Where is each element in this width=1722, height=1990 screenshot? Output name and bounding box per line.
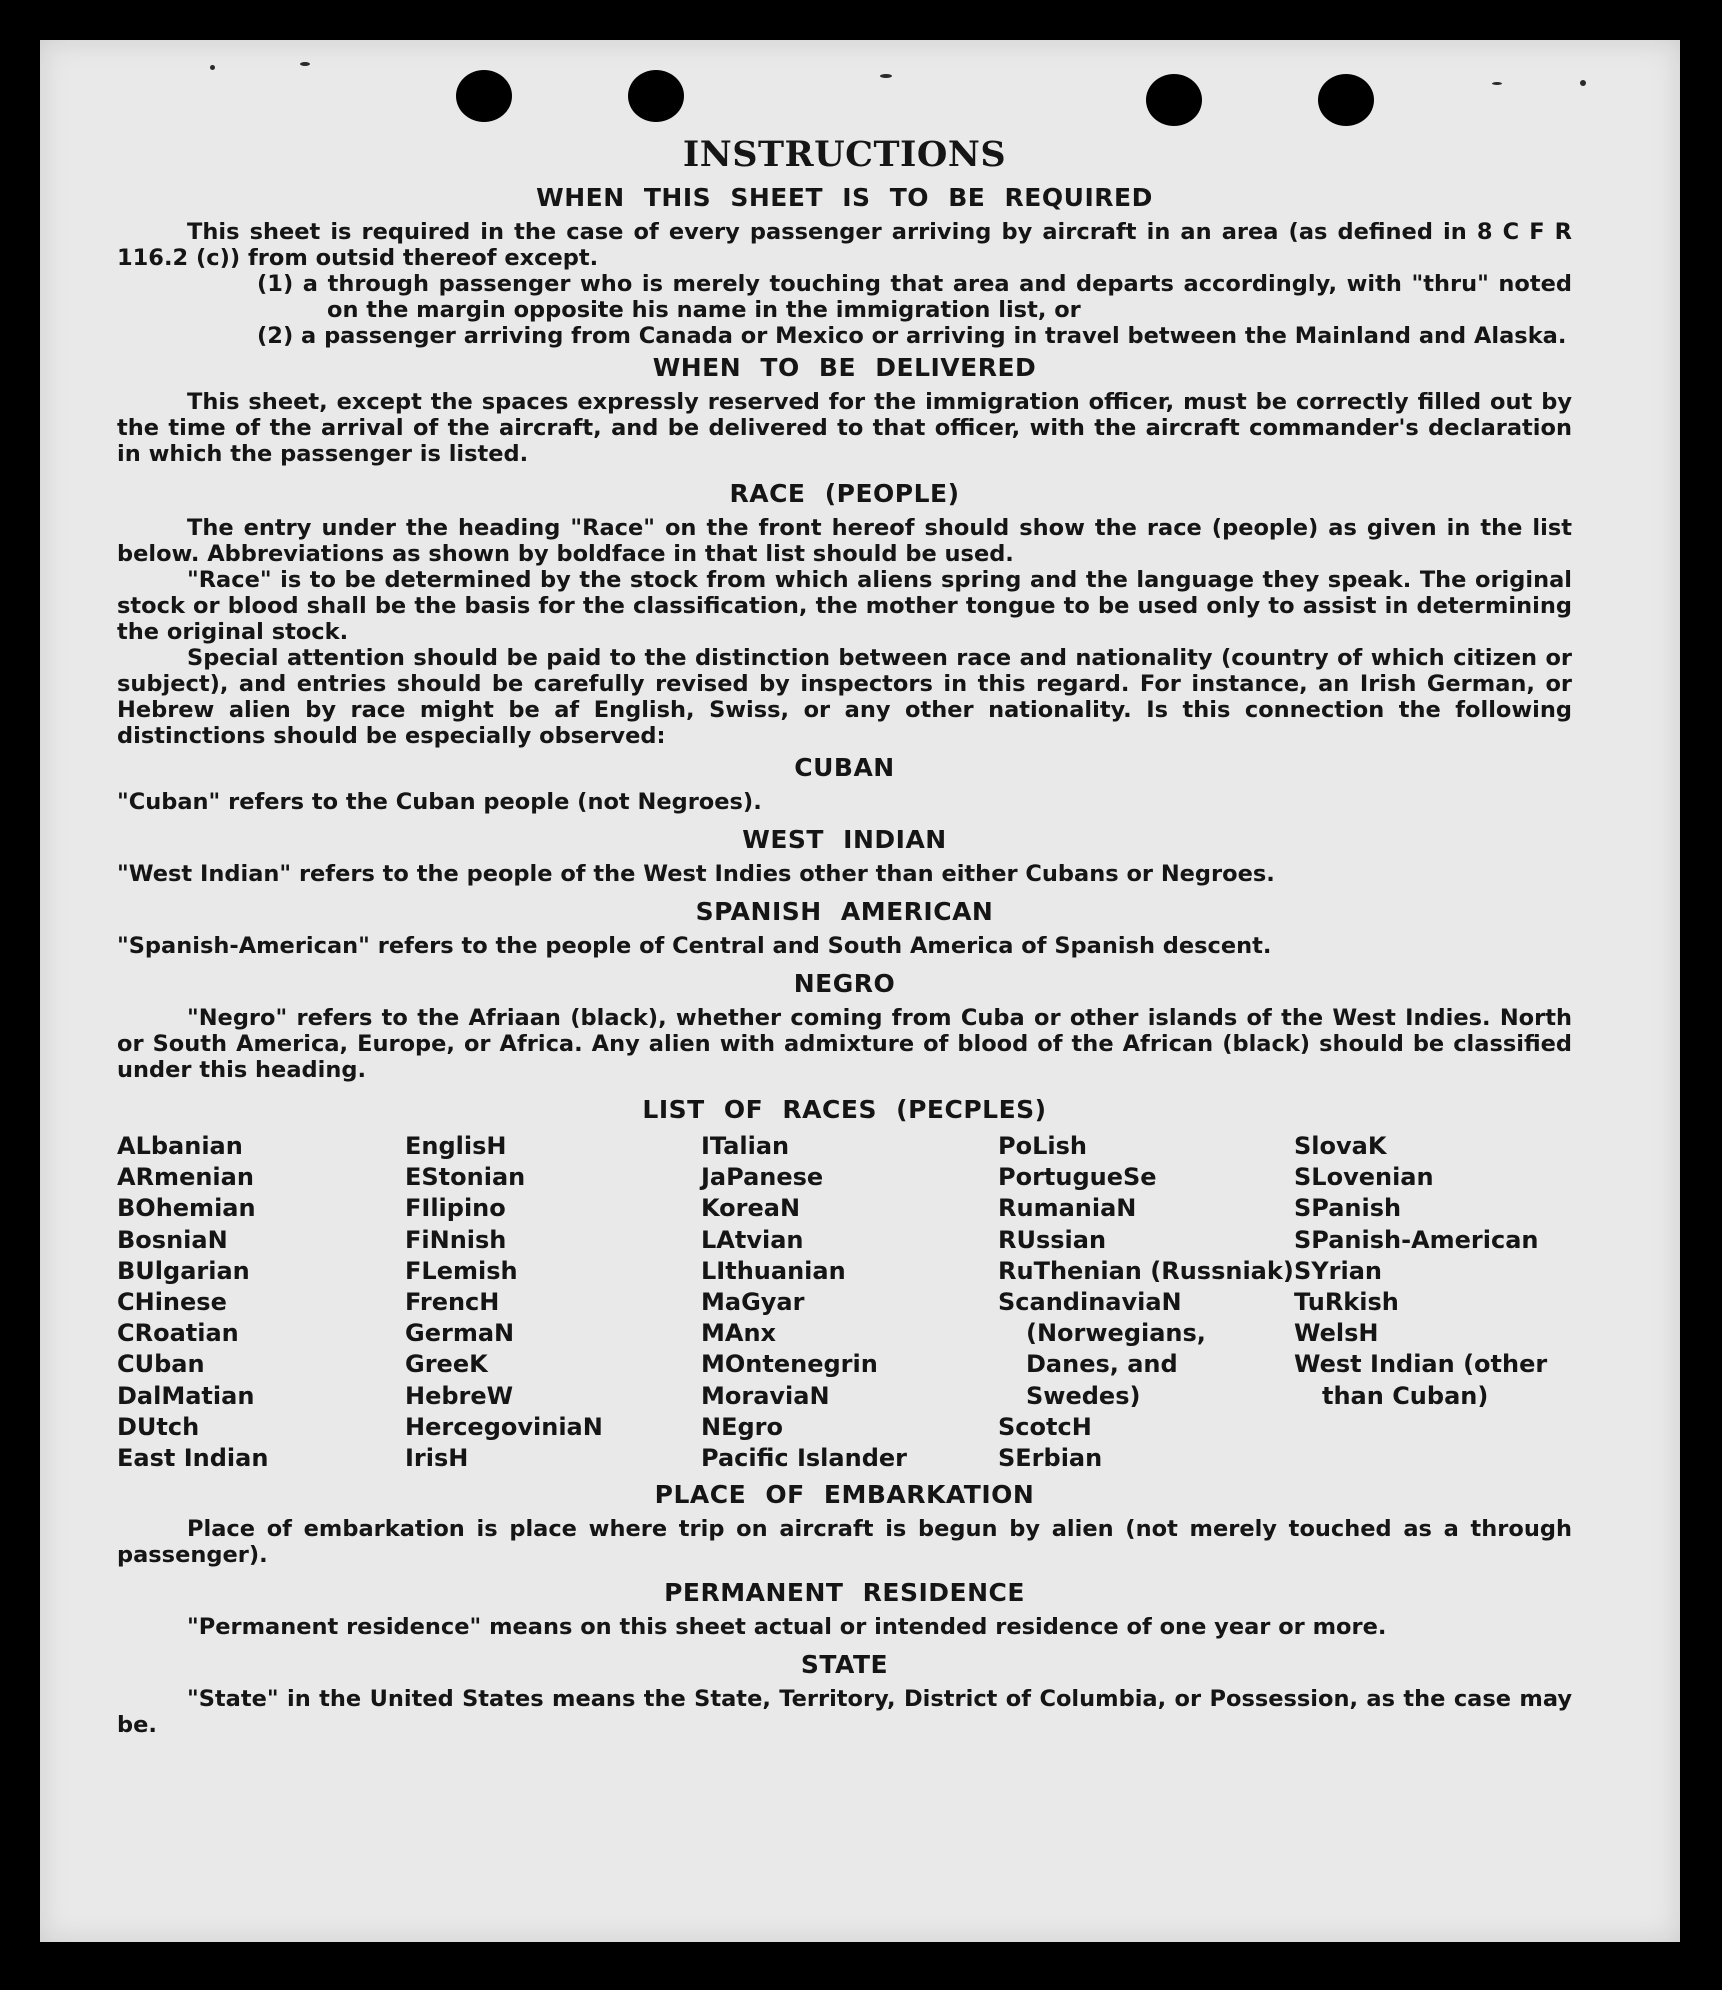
race-entry: FLemish	[405, 1256, 518, 1285]
section-heading-embarkation: PLACE OF EMBARKATION	[654, 1480, 1035, 1510]
race-entry: LIthuanian	[701, 1256, 846, 1285]
paper-speck	[210, 65, 215, 70]
residence-text: "Permanent residence" means on this sheet actual or intended residence of one year or more.	[187, 1614, 1387, 1641]
race-entry: West Indian (other than Cuban)	[1294, 1350, 1548, 1410]
punch-hole	[1146, 74, 1202, 126]
negro-text: "Negro" refers to the Afriaan (black), whether coming from Cuba or other islands of the West Indies. North or South America, Europe, or Africa. Any alien with admixture of blood of the African (black) should be classified under this heading.	[117, 1005, 1572, 1083]
race-entry: Pacific Islander	[701, 1444, 907, 1473]
races-table	[117, 1131, 1572, 1474]
section-heading-residence: PERMANENT RESIDENCE	[664, 1578, 1025, 1608]
race-entry: CRoatian	[117, 1319, 239, 1348]
race-entry: LAtvian	[701, 1225, 804, 1254]
race-entry: SYrian	[1294, 1256, 1383, 1285]
race-entry: BOhemian	[117, 1194, 256, 1223]
race-column	[998, 1131, 1294, 1474]
race-entry: MaGyar	[701, 1288, 805, 1317]
race-entry: BUlgarian	[117, 1256, 250, 1285]
section-heading-west-indian: WEST INDIAN	[742, 825, 947, 854]
race-entry: SErbian	[998, 1444, 1103, 1473]
race-entry: DUtch	[117, 1412, 200, 1441]
race-entry: HebreW	[405, 1381, 514, 1410]
paper-speck	[1580, 80, 1586, 86]
race-entry: SPanish	[1294, 1194, 1402, 1223]
race-entry: MoraviaN	[701, 1381, 830, 1410]
race-paragraph: "Race" is to be determined by the stock from which aliens spring and the language they speak. The original stock or blood shall be the basis for the classification, the mother tongue to be used only to assist in determining the original stock.	[117, 567, 1572, 645]
race-entry: BosniaN	[117, 1225, 228, 1254]
race-column	[1294, 1131, 1572, 1474]
race-entry: ARmenian	[117, 1163, 254, 1192]
race-entry: ALbanian	[117, 1132, 243, 1160]
race-column	[117, 1131, 405, 1474]
race-entry: ITalian	[701, 1132, 790, 1160]
race-entry: ScotcH	[998, 1412, 1092, 1441]
race-entry: FiNnish	[405, 1225, 507, 1254]
race-entry: FIlipino	[405, 1194, 506, 1223]
section-heading-when-required: WHEN THIS SHEET IS TO BE REQUIRED	[536, 183, 1153, 212]
section-heading-when-delivered: WHEN TO BE DELIVERED	[652, 353, 1037, 382]
race-entry: NEgro	[701, 1412, 783, 1441]
race-entry: MAnx	[701, 1319, 777, 1348]
race-entry: WelsH	[1294, 1319, 1379, 1348]
spanish-american-text: "Spanish-American" refers to the people of Central and South America of Spanish descent.	[117, 933, 1272, 959]
instructions-content	[117, 135, 1572, 1738]
race-entry: KoreaN	[701, 1194, 801, 1223]
race-entry: RumaniaN	[998, 1194, 1137, 1223]
race-entry: CUban	[117, 1350, 205, 1379]
race-entry: EStonian	[405, 1163, 526, 1192]
section-heading-cuban: CUBAN	[794, 753, 895, 782]
race-entry: CHinese	[117, 1288, 227, 1317]
when-delivered-text: This sheet, except the spaces expressly reserved for the immigration officer, must be correctly filled out by the time of the arrival of the aircraft, and be delivered to that officer, with the aircraft commander's declaration in which the passenger is listed.	[117, 389, 1572, 467]
state-text: "State" in the United States means the State, Territory, District of Columbia, or Possession, as the case may be.	[117, 1686, 1572, 1739]
paper-speck	[300, 62, 310, 66]
paper-speck	[1492, 82, 1502, 85]
exception-item-1: (1) a through passenger who is merely touching that area and departs accordingly, with "thru" noted on the margin opposite his name in the immigration list, or	[257, 271, 1572, 323]
race-entry: FrencH	[405, 1288, 500, 1317]
race-paragraph: The entry under the heading "Race" on the front hereof should show the race (people) as given in the list below. Abbreviations as shown by boldface in that list should be used.	[117, 515, 1572, 567]
race-entry: East Indian	[117, 1444, 269, 1473]
race-paragraph: Special attention should be paid to the distinction between race and nationality (country of which citizen or subject), and entries should be carefully revised by inspectors in this regard. For instance, an Irish German, or Hebrew alien by race might be af English, Swiss, or any other nationality. Is this connection the following distinctions should be especially observed:	[117, 645, 1572, 749]
paper-speck	[880, 74, 892, 78]
west-indian-text: "West Indian" refers to the people of the West Indies other than either Cubans or Negroes.	[117, 861, 1275, 887]
race-entry: SPanish-American	[1294, 1225, 1539, 1254]
race-entry: RUssian	[998, 1225, 1107, 1254]
race-entry: EnglisH	[405, 1132, 507, 1160]
punch-hole	[456, 70, 512, 122]
race-entry: GermaN	[405, 1319, 515, 1348]
race-entry: SLovenian	[1294, 1163, 1434, 1192]
race-entry: PortugueSe	[998, 1163, 1157, 1192]
race-entry: MOntenegrin	[701, 1350, 878, 1379]
race-entry: DalMatian	[117, 1381, 255, 1410]
section-heading-list-of-races: LIST OF RACES (PECPLES)	[642, 1095, 1047, 1124]
section-heading-spanish-american: SPANISH AMERICAN	[695, 897, 994, 926]
cuban-text: "Cuban" refers to the Cuban people (not Negroes).	[117, 789, 762, 815]
exception-item-2: (2) a passenger arriving from Canada or Mexico or arriving in travel between the Mainland and Alaska.	[257, 323, 1567, 349]
punch-hole	[1318, 74, 1374, 126]
race-entry: HercegoviniaN	[405, 1412, 603, 1441]
race-column	[701, 1131, 998, 1474]
race-entry: SlovaK	[1294, 1132, 1387, 1160]
race-entry: GreeK	[405, 1350, 488, 1379]
race-entry: JaPanese	[701, 1163, 824, 1192]
race-entry: IrisH	[405, 1444, 469, 1473]
section-heading-race: RACE (PEOPLE)	[729, 479, 960, 508]
race-entry: TuRkish	[1294, 1288, 1399, 1317]
when-required-intro: This sheet is required in the case of every passenger arriving by aircraft in an area (as defined in 8 C F R 116.2 (c)) from outsid thereof except.	[117, 219, 1572, 271]
race-entry: PoLish	[998, 1132, 1087, 1160]
race-entry: RuThenian (Russniak)	[998, 1256, 1294, 1285]
race-entry: ScandinaviaN (Norwegians, Danes, and Swedes)	[998, 1288, 1206, 1410]
race-column	[405, 1131, 701, 1474]
section-heading-negro: NEGRO	[793, 969, 896, 998]
section-heading-state: STATE	[800, 1650, 889, 1680]
document-sheet	[40, 40, 1680, 1942]
embarkation-text: Place of embarkation is place where trip on aircraft is begun by alien (not merely touched as a through passenger).	[117, 1516, 1572, 1569]
page-title: INSTRUCTIONS	[682, 134, 1007, 175]
punch-hole	[628, 70, 684, 122]
